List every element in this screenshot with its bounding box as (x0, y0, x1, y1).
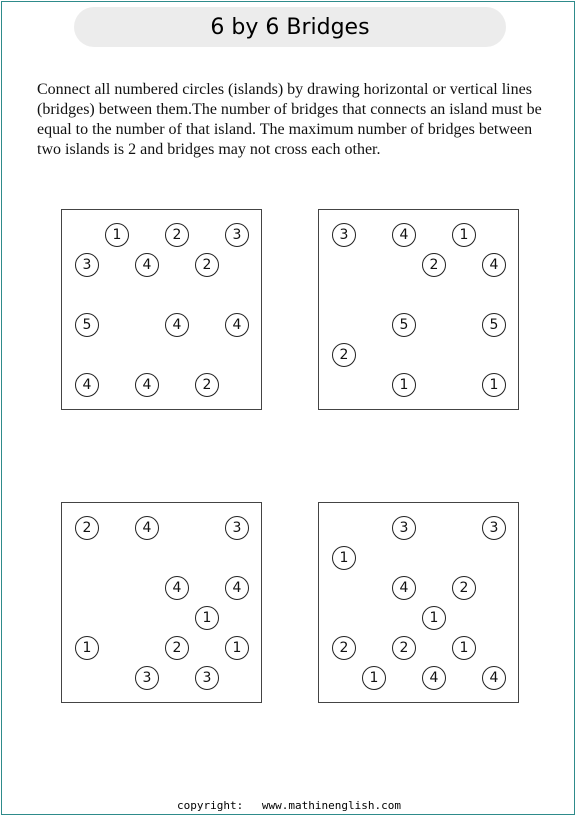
island[interactable]: 3 (75, 253, 99, 277)
island[interactable]: 1 (105, 223, 129, 247)
island[interactable]: 2 (392, 636, 416, 660)
island[interactable]: 3 (225, 223, 249, 247)
puzzle-grid-1 (61, 209, 262, 410)
island[interactable]: 5 (75, 313, 99, 337)
island[interactable]: 2 (332, 343, 356, 367)
island[interactable]: 1 (195, 606, 219, 630)
puzzle-grid-4 (318, 502, 519, 703)
island[interactable]: 4 (165, 576, 189, 600)
island[interactable]: 5 (482, 313, 506, 337)
island[interactable]: 4 (392, 223, 416, 247)
island[interactable]: 1 (225, 636, 249, 660)
island[interactable]: 3 (195, 666, 219, 690)
copyright-label: copyright: (177, 799, 244, 812)
island[interactable]: 3 (332, 223, 356, 247)
island[interactable]: 4 (392, 576, 416, 600)
island[interactable]: 2 (75, 516, 99, 540)
island[interactable]: 1 (452, 636, 476, 660)
footer (0, 799, 578, 812)
island[interactable]: 1 (362, 666, 386, 690)
island[interactable]: 1 (75, 636, 99, 660)
island[interactable]: 1 (452, 223, 476, 247)
island[interactable]: 2 (165, 636, 189, 660)
island[interactable]: 3 (225, 516, 249, 540)
island[interactable]: 2 (422, 253, 446, 277)
island[interactable]: 4 (75, 373, 99, 397)
island[interactable]: 1 (482, 373, 506, 397)
island[interactable]: 2 (195, 373, 219, 397)
puzzle-grid-3 (61, 502, 262, 703)
island[interactable]: 4 (135, 516, 159, 540)
island[interactable]: 1 (392, 373, 416, 397)
island[interactable]: 3 (392, 516, 416, 540)
island[interactable]: 2 (195, 253, 219, 277)
island[interactable]: 4 (225, 313, 249, 337)
puzzle-grid-2 (318, 209, 519, 410)
island[interactable]: 2 (332, 636, 356, 660)
island[interactable]: 4 (482, 253, 506, 277)
island[interactable]: 4 (165, 313, 189, 337)
island[interactable]: 3 (482, 516, 506, 540)
page-title (74, 7, 506, 47)
instructions: Connect all numbered circles (islands) by drawing horizontal or vertical lines (bridges) between them.The number of bridges that connects an island must be equal to the number of that island. The maximum number of bridges between two islands is 2 and bridges may not cross each other. (37, 81, 542, 158)
island[interactable]: 2 (165, 223, 189, 247)
island[interactable]: 2 (452, 576, 476, 600)
island[interactable]: 1 (332, 546, 356, 570)
island[interactable]: 4 (422, 666, 446, 690)
island[interactable]: 4 (482, 666, 506, 690)
island[interactable]: 4 (225, 576, 249, 600)
island[interactable]: 5 (392, 313, 416, 337)
island[interactable]: 4 (135, 373, 159, 397)
site-link[interactable]: www.mathinenglish.com (261, 799, 401, 812)
island[interactable]: 1 (422, 606, 446, 630)
island[interactable]: 3 (135, 666, 159, 690)
island[interactable]: 4 (135, 253, 159, 277)
title-text: 6 by 6 Bridges (210, 14, 370, 40)
